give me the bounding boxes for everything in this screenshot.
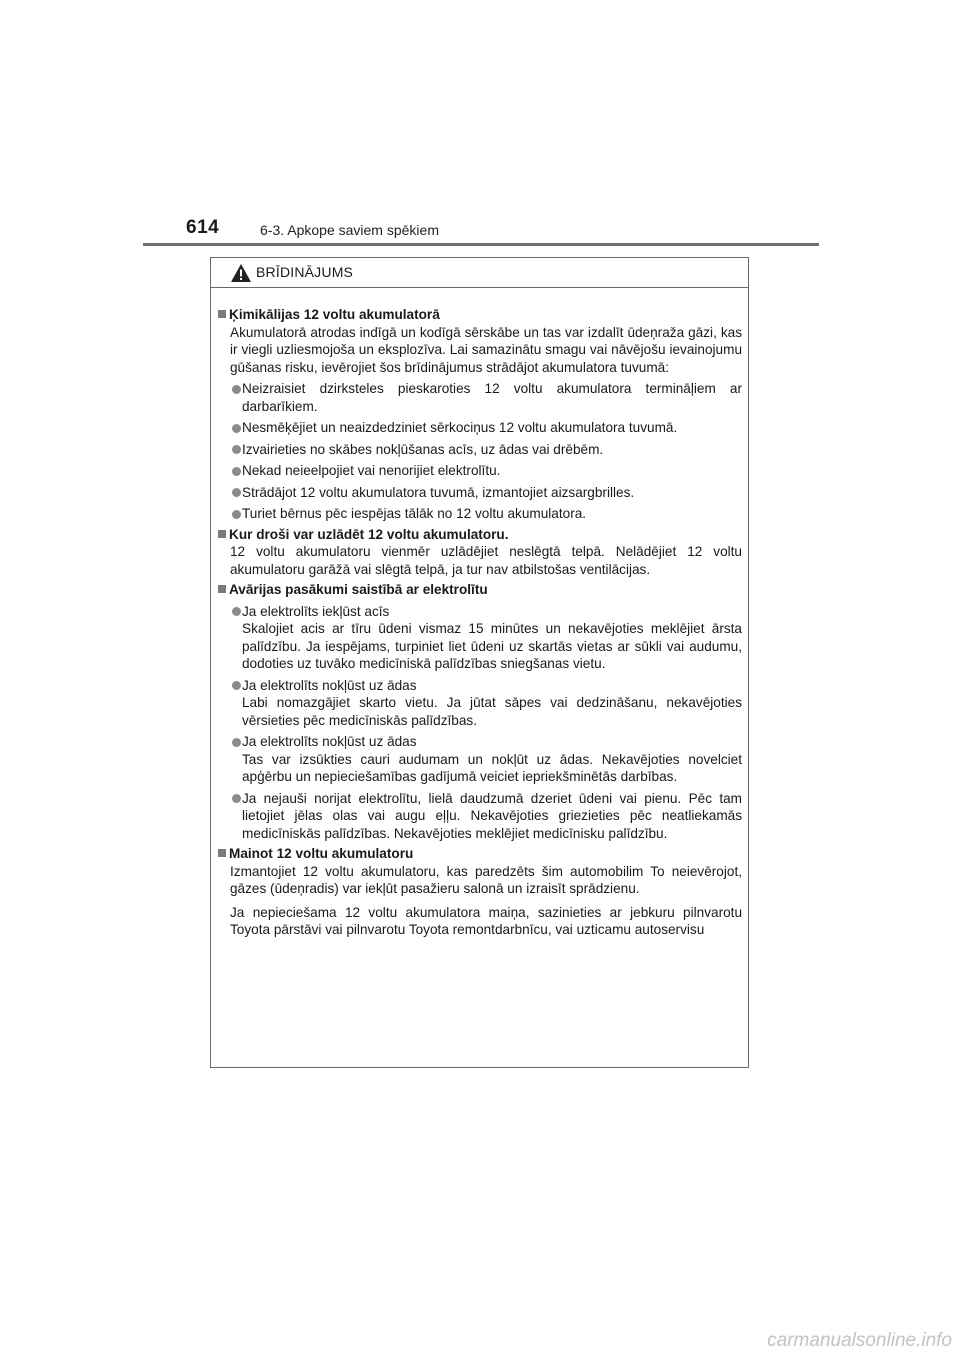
bullet-dot-icon [232, 467, 241, 476]
square-bullet-icon [218, 849, 226, 857]
heading-text: Avārijas pasākumi saistībā ar elektrolītu [229, 582, 488, 597]
bullet-dot-icon [232, 510, 241, 519]
watermark: carmanualsonline.info [767, 1330, 952, 1351]
bullet-dot-icon [232, 607, 241, 616]
bullet-text: Turiet bērnus pēc iespējas tālāk no 12 voltu akumulatora. [242, 506, 587, 521]
bullet-lead: Ja elektrolīts nokļūst uz ādas [242, 677, 417, 693]
bullet-dot-icon [232, 681, 241, 690]
list-item [218, 790, 742, 843]
warning-label: BRĪDINĀJUMS [256, 264, 354, 280]
section-title: 6-3. Apkope saviem spēkiem [260, 222, 439, 238]
list-item [218, 380, 742, 415]
list-item [218, 484, 742, 502]
bullet-dot-icon [232, 738, 241, 747]
bullet-dot-icon [232, 488, 241, 497]
square-bullet-icon [218, 585, 226, 593]
section-heading-replacing [218, 845, 742, 863]
list-item [218, 419, 742, 437]
square-bullet-icon [218, 310, 226, 318]
section-heading-charging [218, 526, 742, 544]
warning-header [211, 258, 748, 288]
bullet-text: Izvairieties no skābes nokļūšanas acīs, uz ādas vai drēbēm. [242, 441, 604, 457]
list-item [218, 603, 742, 673]
paragraph: 12 voltu akumulatoru vienmēr uzlādējiet neslēgtā telpā. Nelādējiet 12 voltu akumulatoru garāžā vai slēgtā telpā, ja tur nav atbilstošas ventilācijas. [230, 544, 742, 577]
list-item [218, 733, 742, 786]
paragraph: Izmantojiet 12 voltu akumulatoru, kas paredzēts šim automobilim To neievērojot, gāzes (ūdeņradis) var iekļūt pasažieru salonā un izraisīt sprādzienu. [230, 863, 742, 896]
bullet-text: Strādājot 12 voltu akumulatora tuvumā, izmantojiet aizsargbrilles. [242, 484, 635, 500]
bullet-text: Skalojiet acis ar tīru ūdeni vismaz 15 minūtes un nekavējoties meklējiet ārsta palīdzību. Ja iespējams, turpiniet liet ūdeni uz skartās vietas ar sūkli vai audumu, dodoties uz tuvāko medicīniskā palīdzības sniegšanas vietu. [242, 621, 742, 671]
bullet-text: Neizraisiet dzirksteles pieskaroties 12 voltu akumulatora termināļiem ar darbarīkiem. [242, 381, 742, 414]
paragraph: Ja nepieciešama 12 voltu akumulatora maiņa, sazinieties ar jebkuru pilnvarotu Toyota pārstāvi vai pilnvarotu Toyota remontdarbnīcu, vai uzticamu autoservisu [230, 904, 742, 937]
square-bullet-icon [218, 530, 226, 538]
bullet-dot-icon [232, 385, 241, 394]
warning-body [211, 288, 748, 939]
heading-text: Kur droši var uzlādēt 12 voltu akumulatoru. [229, 526, 509, 542]
bullet-text: Labi nomazgājiet skarto vietu. Ja jūtat sāpes vai dedzināšanu, nekavējoties vērsieties pēc medicīniskās palīdzības. [242, 695, 742, 728]
warning-triangle-icon [230, 263, 252, 283]
bullet-text: Ja nejauši norijat elektrolītu, lielā daudzumā dzeriet ūdeni vai pienu. Pēc tam lietojiet jēlas olas vai augu eļļu. Nekavējoties griezieties pēc neatliekamās medicīniskās palīdzības. Nekavējoties meklējiet medicīnisku palīdzību. [242, 790, 742, 841]
bullet-text: Tas var izsūkties cauri audumam un nokļūt uz ādas. Nekavējoties novelciet apģērbu un nepieciešamības gadījumā veiciet iepriekšminētās darbības. [242, 751, 742, 784]
header-rule [143, 243, 819, 246]
paragraph: Akumulatorā atrodas indīgā un kodīgā sērskābe un tas var izdalīt ūdeņraža gāzi, kas ir viegli uzliesmojoša un eksplozīva. Lai samazinātu smagu vai nāvējošu ievainojumu gūšanas risku, ievērojiet šos brīdinājumus strādājot akumulatora tuvumā: [230, 324, 742, 375]
bullet-text: Nekad neieelpojiet vai nenorijiet elektrolītu. [242, 463, 501, 478]
section-heading-emergency [218, 581, 742, 599]
bullet-dot-icon [232, 424, 241, 433]
list-item [218, 677, 742, 730]
bullet-text: Nesmēķējiet un neaizdedziniet sērkociņus 12 voltu akumulatora tuvumā. [242, 420, 678, 435]
bullet-lead: Ja elektrolīts iekļūst acīs [242, 603, 390, 619]
bullet-lead: Ja elektrolīts nokļūst uz ādas [242, 734, 417, 749]
warning-box [210, 257, 749, 1068]
section-heading-chemicals [218, 306, 742, 324]
heading-text: Mainot 12 voltu akumulatoru [229, 846, 414, 861]
page-number: 614 [186, 217, 220, 238]
bullet-dot-icon [232, 794, 241, 803]
list-item [218, 462, 742, 480]
heading-text: Ķimikālijas 12 voltu akumulatorā [229, 307, 440, 322]
bullet-dot-icon [232, 445, 241, 454]
list-item [218, 441, 742, 459]
list-item [218, 505, 742, 523]
